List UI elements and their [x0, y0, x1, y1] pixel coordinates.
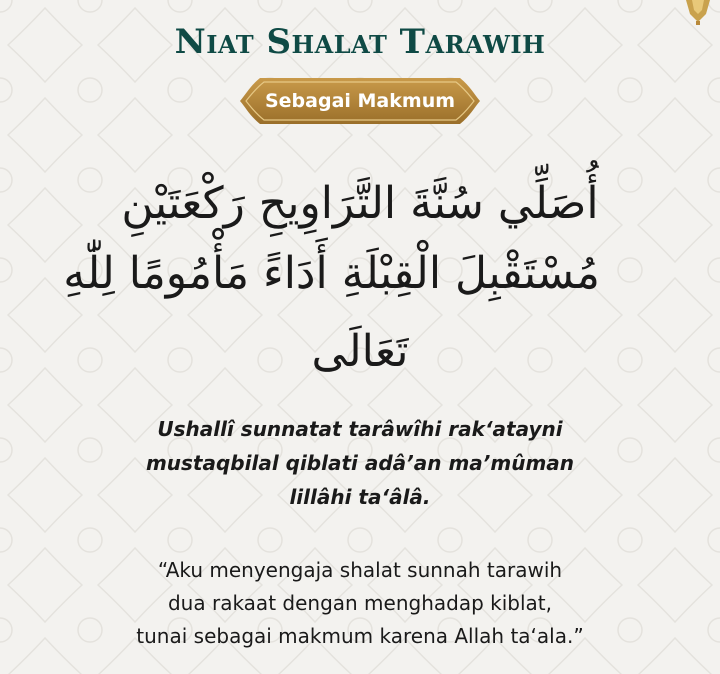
translation-line-2: dua rakaat dengan menghadap kiblat,	[167, 591, 552, 615]
translation-block	[80, 554, 640, 653]
transliteration-line-2: mustaqbilal qiblati adâ’an ma’mûman	[145, 451, 575, 475]
arabic-line-2: مُسْتَقْبِلَ الْقِبْلَةِ أَدَاءً مَأْمُومًا لِلّٰهِ	[63, 248, 600, 299]
transliteration-line-1: Ushallî sunnatat tarâwîhi rak‘atayni	[157, 417, 563, 441]
page-title: Niat Shalat Tarawih	[174, 22, 546, 62]
translation-line-1: “Aku menyengaja shalat sunnah tarawih	[157, 558, 563, 582]
subtitle-badge-label: Sebagai Makmum	[264, 90, 456, 112]
arabic-line-3: تَعَالَى	[311, 326, 409, 377]
translation-line-3: tunai sebagai makmum karena Allah ta‘ala.”	[136, 624, 584, 648]
transliteration-block	[100, 412, 620, 514]
transliteration-line-3: lillâhi ta‘âlâ.	[289, 485, 431, 509]
arabic-line-1: أُصَلِّي سُنَّةَ التَّرَاوِيحِ رَكْعَتَيْنِ	[121, 178, 599, 229]
